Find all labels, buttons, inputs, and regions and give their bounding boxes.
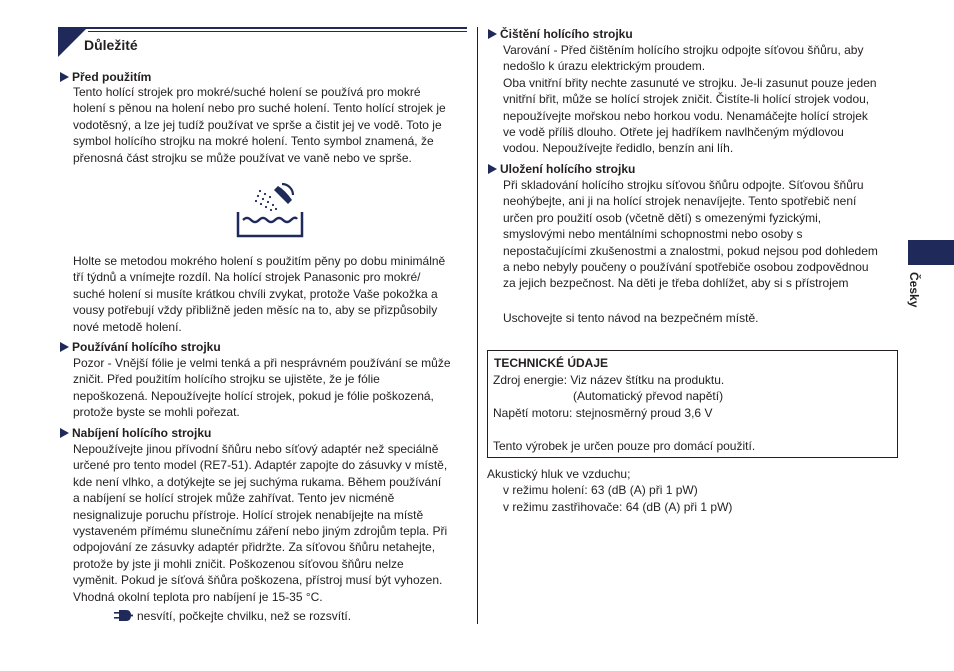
text-line: odpojování ze zásuvky adaptér přidržte. Za síťovou šňůru netahejte, <box>73 540 436 555</box>
text-line: za jejich bezpečnost. Na děti je třeba dohlížet, aby si s přístrojem <box>503 276 849 291</box>
section-before-use-title <box>60 69 151 85</box>
text-line: ve vodě příliš dlouho. Otřete jej hadříkem navlhčeným mýdlovou <box>503 125 844 140</box>
text-line: vousy potřebují vždy přibližně jeden měsíc na to, aby se přizpůsobily <box>73 303 438 318</box>
specs-motor-voltage: Napětí motoru: stejnosměrný proud 3,6 V <box>493 406 713 420</box>
arrow-bullet-icon <box>488 164 497 174</box>
text-line: neohýbejte, ani ji na holící strojek nenavíjejte. Tento spotřebič není <box>503 194 857 209</box>
plug-icon <box>114 609 133 625</box>
section-cleaning-text <box>503 42 877 157</box>
section-charging-text <box>73 441 447 605</box>
text-line: vodou. Nepoužívejte ředidlo, benzín ani líh. <box>503 141 734 156</box>
section-cleaning-label: Čištění holícího strojku <box>500 27 633 41</box>
shower-bath-icon <box>236 182 304 240</box>
text-line: nesignalizuje poruchu přístroje. Holící strojek nenabíjejte na místě <box>73 507 424 522</box>
section-before-use-label: Před použitím <box>72 70 152 84</box>
text-line: Při skladování holícího strojku síťovou šňůru odpojte. Síťovou šňůru <box>503 178 864 192</box>
section-cleaning-title <box>488 26 633 42</box>
text-line: Tento holící strojek pro mokré/suché holení se používá pro mokré <box>73 85 421 99</box>
text-line: smyslovými nebo mentálními schopnostmi nebo osoby s <box>503 227 803 242</box>
section-storage-title <box>488 161 635 177</box>
text-line: tří týdnů a vnímejte rozdíl. Na holící strojek Panasonic pro mokré/ <box>73 270 421 285</box>
text-line: nové metodě holení. <box>73 319 182 334</box>
text-line: nepostačujícími zkušenostmi a znalostmi, pokud nejsou pod dohledem <box>503 243 878 258</box>
text-line: určen pro použití osob (včetně dětí) s omezenými fyzickými, <box>503 210 822 225</box>
arrow-bullet-icon <box>60 428 69 438</box>
text-line: Oba vnitřní břity nechte zasunuté ve strojku. Je-li zasunut pouze jeden <box>503 75 877 90</box>
text-line: Nepoužívejte jinou přívodní šňůru nebo síťový adaptér než speciálně <box>73 442 439 456</box>
text-line: nepoužívejte mořskou nebo horkou vodu. Nenamáčejte holící strojek <box>503 108 868 123</box>
text-line: protože byste se mohli pořezat. <box>73 405 240 420</box>
text-line: Vhodná okolní teplota pro nabíjení je 15-35 °C. <box>73 589 323 604</box>
keep-instructions-note: Uschovejte si tento návod na bezpečném místě. <box>503 311 759 325</box>
text-line: Holte se metodou mokrého holení s použitím pěny po dobu minimálně <box>73 254 446 268</box>
section-before-use-text <box>73 84 446 166</box>
section-using-title <box>60 339 221 355</box>
noise-title: Akustický hluk ve vzduchu; <box>487 467 631 481</box>
page-heading: Důležité <box>84 37 138 53</box>
text-line: suché holení si musíte krátkou chvíli zvykat, protože Vaše pokožka a <box>73 286 438 301</box>
charging-note <box>114 608 351 625</box>
noise-shaving-mode: v režimu holení: 63 (dB (A) při 1 pW) <box>503 483 698 497</box>
section-storage-text <box>503 177 878 292</box>
text-line: vystaveném přímému slunečnímu záření nebo jiným zdrojům tepla. Při <box>73 524 448 539</box>
language-tab-marker <box>908 240 954 265</box>
section-before-use-text-2 <box>73 253 445 335</box>
heading-rule-bottom <box>88 31 467 32</box>
section-using-text <box>73 355 451 421</box>
arrow-bullet-icon <box>488 29 497 39</box>
text-line: Varování - Před čištěním holícího strojku odpojte síťovou šňůru, aby <box>503 43 864 57</box>
text-line: vodotěsný, a lze jej tudíž používat ve sprše a čistit jej ve vodě. Toto je <box>73 117 442 132</box>
specs-title: TECHNICKÉ ÚDAJE <box>494 356 609 370</box>
text-line: vyměnit. Pokud je síťová šňůra poškozena, přístroj musí být vyhozen. <box>73 573 443 588</box>
text-line: nedošlo k úrazu elektrickým proudem. <box>503 59 706 74</box>
text-line: určené pro tento model (RE7-51). Adaptér zapojte do zásuvky v místě, <box>73 458 448 473</box>
specs-power-source: Zdroj energie: Viz název štítku na produktu. <box>493 373 725 387</box>
section-charging-label: Nabíjení holícího strojku <box>72 426 212 440</box>
text-line: symbol holícího strojku na mokré holení. Tento symbol znamená, že <box>73 134 434 149</box>
arrow-bullet-icon <box>60 342 69 352</box>
text-line: a nebo nebyly poučeny o používání spotřebiče osobou zodpovědnou <box>503 260 869 275</box>
text-line: protože by jste ji mohli zničit. Poškozenou síťovou šňůru nelze <box>73 556 404 571</box>
text-line: vnitřní břit, může se holící strojek zničit. Čistíte-li holící strojek vodou, <box>503 92 870 107</box>
specs-household-use: Tento výrobek je určen pouze pro domácí použití. <box>493 439 756 453</box>
section-storage-label: Uložení holícího strojku <box>500 162 636 176</box>
arrow-bullet-icon <box>60 72 69 82</box>
text-line: zničit. Před použitím holícího strojku se ujistěte, že je fólie <box>73 372 380 387</box>
column-divider <box>477 27 478 624</box>
text-line: kde není vlhko, a dotýkejte se jej suchýma rukama. Během používání <box>73 474 442 489</box>
text-line: nepoškozená. Nepoužívejte holící strojek, pokud je fólie poškozená, <box>73 388 434 403</box>
text-line: a nabíjení se holící strojek může zahřívat. Tento jev nicméně <box>73 491 395 506</box>
charging-note-text: nesvítí, počkejte chvilku, než se rozsvítí. <box>137 609 352 623</box>
text-line: Pozor - Vnější fólie je velmi tenká a při nesprávném používání se může <box>73 356 451 370</box>
language-side-label: Česky <box>907 272 921 308</box>
text-line: přenosná část strojku se může používat ve vaně nebo ve sprše. <box>73 150 412 165</box>
text-line: holení s pěnou na holení nebo pro suché holení. Tento holící strojek je <box>73 101 446 116</box>
section-using-label: Používání holícího strojku <box>72 340 221 354</box>
specs-voltage-conversion: (Automatický převod napětí) <box>573 389 724 403</box>
heading-rule-top <box>58 27 467 29</box>
noise-trimmer-mode: v režimu zastřihovače: 64 (dB (A) při 1 pW) <box>503 500 733 514</box>
section-charging-title <box>60 425 211 441</box>
